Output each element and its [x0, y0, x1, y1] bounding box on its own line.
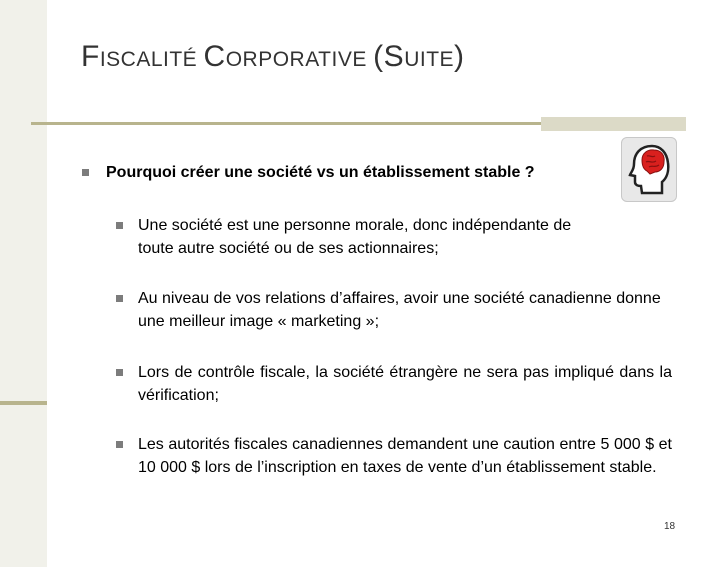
left-decor-band [0, 0, 47, 567]
list-item [116, 214, 672, 260]
list-item [116, 287, 672, 333]
list-item-text: Une société est une personne morale, donc indépendante de toute autre société ou de ses actionnaires; [138, 217, 572, 257]
page-number: 18 [664, 521, 676, 532]
bullet-marker [116, 369, 123, 376]
left-band-divider [0, 401, 47, 405]
bullet-marker [82, 169, 89, 176]
list-item [116, 433, 672, 503]
title-underline-block [541, 117, 686, 131]
list-item [116, 361, 672, 407]
main-bullet-text: Pourquoi créer une société vs un établissement stable ? [106, 164, 535, 181]
list-item-text: Les autorités fiscales canadiennes demandent une caution entre 5 000 $ et 10 000 $ lors de l’inscription en taxes de vente d’un établissement stable. [138, 436, 672, 476]
title-underline [31, 122, 541, 125]
bullet-marker [116, 295, 123, 302]
list-item-text: Lors de contrôle fiscale, la société étrangère ne sera pas impliqué dans la vérification; [138, 364, 672, 404]
head-brain-icon [621, 137, 677, 202]
bullet-marker [116, 222, 123, 229]
list-item-text: Au niveau de vos relations d’affaires, avoir une société canadienne donne une meilleur image « marketing »; [138, 290, 661, 330]
bullet-marker [116, 441, 123, 448]
page-title: FISCALITÉ CORPORATIVE (SUITE) [81, 40, 465, 73]
